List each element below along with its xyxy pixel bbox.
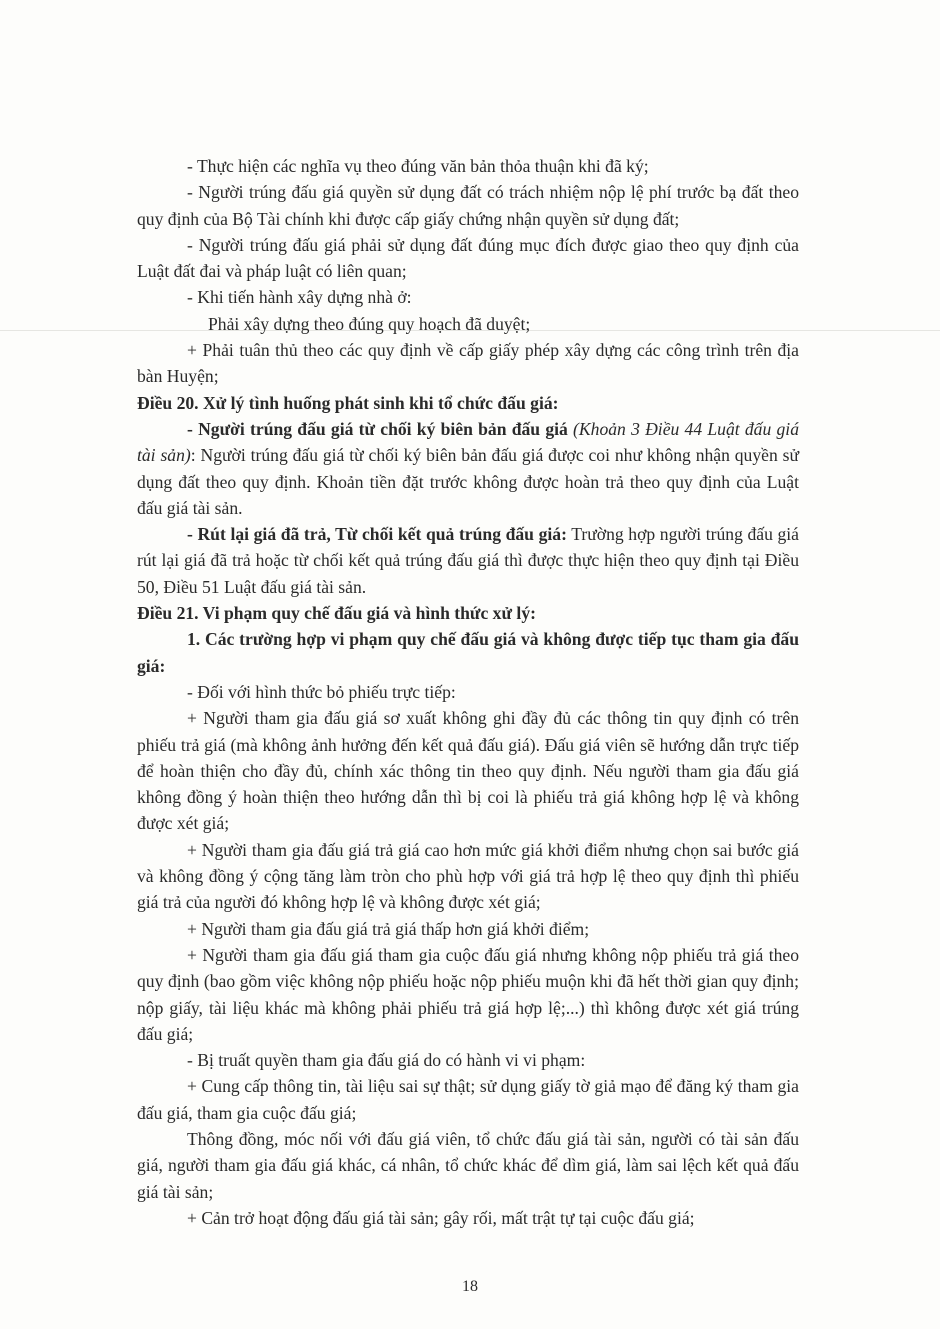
withdraw-price-title: - Rút lại giá đã trả, Từ chối kết quả trúng đấu giá: [187, 524, 567, 545]
paragraph-obligations: - Thực hiện các nghĩa vụ theo đúng văn bản thỏa thuận khi đã ký; [187, 156, 649, 176]
refuse-sign-title: - Người trúng đấu giá từ chối ký biên bản đấu giá [187, 418, 568, 439]
paragraph-false-information: + Cung cấp thông tin, tài liệu sai sự thật; sử dụng giấy tờ giả mạo để đăng ký tham gia đấu giá, tham gia cuộc đấu giá; [137, 1076, 799, 1123]
paragraph-incomplete-ballot: + Người tham gia đấu giá sơ xuất không ghi đầy đủ các thông tin quy định có trên phiếu trả giá (mà không ảnh hưởng đến kết quả đấu giá). Đấu giá viên sẽ hướng dẫn trực tiếp để hoàn thiện cho đầy đủ, chính xác thông tin theo quy định. Nếu người tham gia đấu giá không đồng ý hoàn thiện theo hướng dẫn thì bị coi là phiếu trả giá không hợp lệ và không được xét giá; [137, 708, 799, 834]
paragraph-registration-fee: - Người trúng đấu giá quyền sử dụng đất có trách nhiệm nộp lệ phí trước bạ đất theo quy định của Bộ Tài chính khi được cấp giấy chứng nhận quyền sử dụng đất; [137, 182, 799, 229]
heading-article-20: Điều 20. Xử lý tình huống phát sinh khi tổ chức đấu giá: [137, 392, 559, 413]
page-number: 18 [462, 1278, 478, 1295]
heading-violation-cases: 1. Các trường hợp vi phạm quy chế đấu giá và không được tiếp tục tham gia đấu giá: [137, 629, 799, 676]
paragraph-no-ballot: + Người tham gia đấu giá tham gia cuộc đấu giá nhưng không nộp phiếu trả giá theo quy định (bao gồm việc không nộp phiếu hoặc nộp phiếu muộn khi đã hết thời gian quy định; nộp giấy, tài liệu khác mà không phải phiếu trả giá hợp lệ;...) thì không được xét giá trúng đấu giá; [137, 944, 799, 1044]
paragraph-approved-plan: Phải xây dựng theo đúng quy hoạch đã duyệt; [208, 313, 531, 334]
heading-article-21: Điều 21. Vi phạm quy chế đấu giá và hình thức xử lý: [137, 603, 536, 624]
refuse-sign-reference: (Khoản 3 Điều 44 Luật đấu giá tài sản) [137, 418, 799, 466]
refuse-sign-text: : Người trúng đấu giá từ chối ký biên bản đấu giá được coi như không nhận quyền sử dụng đất theo quy định. Khoản tiền đặt trước không được hoàn trả theo quy định của Luật đấu giá tài sản. [137, 445, 799, 518]
paragraph-land-use-purpose: - Người trúng đấu giá phải sử dụng đất đúng mục đích được giao theo quy định của Luật đất đai và pháp luật có liên quan; [137, 234, 799, 282]
paragraph-below-starting-price: + Người tham gia đấu giá trả giá thấp hơn giá khởi điểm; [187, 918, 590, 939]
paragraph-collusion: Thông đồng, móc nối với đấu giá viên, tổ chức đấu giá tài sản, người có tài sản đấu giá, người tham gia đấu giá khác, cá nhân, tổ chức khác để dìm giá, làm sai lệch kết quả đấu giá tài sản; [137, 1128, 799, 1202]
paragraph-withdraw-price [137, 521, 799, 600]
paragraph-refuse-sign-minutes [137, 416, 799, 521]
paragraph-obstruction: + Cản trở hoạt động đấu giá tài sản; gây rối, mất trật tự tại cuộc đấu giá; [187, 1207, 695, 1228]
paragraph-disqualified: - Bị truất quyền tham gia đấu giá do có hành vi vi phạm: [187, 1050, 586, 1071]
withdraw-price-text: Trường hợp người trúng đấu giá rút lại giá đã trả hoặc từ chối kết quả trúng đấu giá thì được thực hiện theo quy định tại Điều 50, Điều 51 Luật đấu giá tài sản. [137, 524, 799, 597]
paragraph-building-permit: + Phải tuân thủ theo các quy định về cấp giấy phép xây dựng các công trình trên địa bàn Huyện; [137, 340, 799, 387]
document-body [137, 153, 799, 1231]
paragraph-house-construction: - Khi tiến hành xây dựng nhà ở: [187, 287, 412, 308]
paragraph-direct-ballot: - Đối với hình thức bỏ phiếu trực tiếp: [187, 681, 456, 702]
paragraph-wrong-step: + Người tham gia đấu giá trả giá cao hơn mức giá khởi điểm nhưng chọn sai bước giá và không đồng ý cộng tăng làm tròn cho phù hợp với giá trả hợp lệ theo quy định thì phiếu giá trả của người đó không hợp lệ và không được xét giá; [137, 839, 799, 913]
